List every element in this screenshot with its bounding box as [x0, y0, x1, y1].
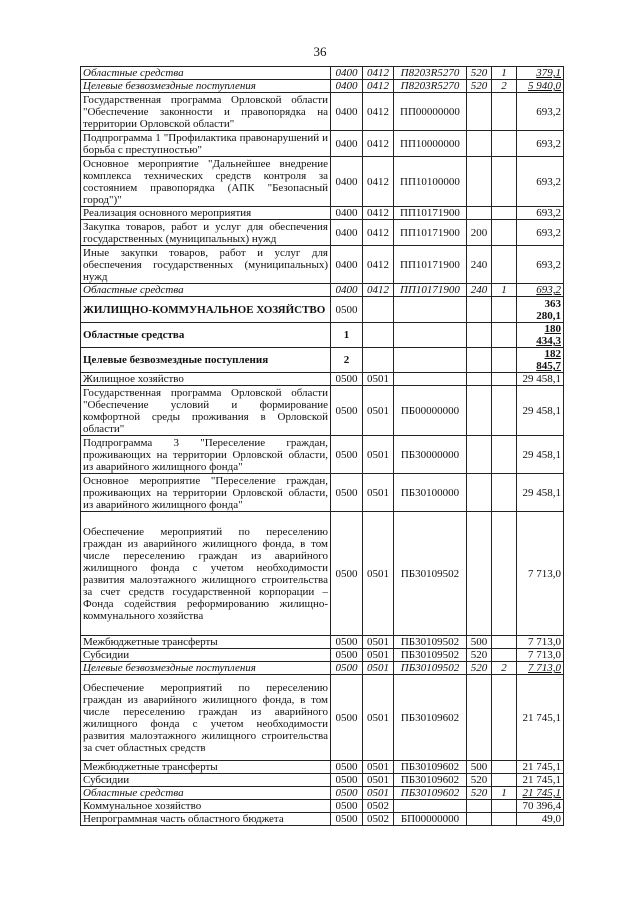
row-section-code: 0500	[331, 774, 363, 787]
row-amount: 693,2	[517, 220, 564, 246]
row-funding-source	[492, 297, 517, 323]
row-subsection-code: 0412	[363, 220, 394, 246]
table-row	[81, 373, 564, 386]
row-funding-source	[492, 675, 517, 761]
row-amount: 29 458,1	[517, 436, 564, 474]
table-row	[81, 297, 564, 323]
row-section-code: 1	[331, 323, 363, 348]
table-row	[81, 67, 564, 80]
row-expense-type-code	[467, 386, 492, 436]
row-funding-source	[492, 436, 517, 474]
row-amount: 693,2	[517, 157, 564, 207]
row-section-code: 2	[331, 348, 363, 373]
row-target-article-code: ПП10171900	[394, 207, 467, 220]
page-number: 36	[313, 44, 327, 59]
row-amount: 180 434,3	[517, 323, 564, 348]
row-funding-source: 2	[492, 80, 517, 93]
row-funding-source	[492, 649, 517, 662]
row-expense-type-code: 520	[467, 774, 492, 787]
row-target-article-code: ПП10000000	[394, 131, 467, 157]
row-funding-source	[492, 774, 517, 787]
row-expense-type-code	[467, 474, 492, 512]
table-row	[81, 636, 564, 649]
row-funding-source	[492, 386, 517, 436]
row-name: Областные средства	[81, 787, 331, 800]
row-section-code: 0400	[331, 93, 363, 131]
table-row	[81, 512, 564, 636]
table-row	[81, 157, 564, 207]
row-amount: 693,2	[517, 207, 564, 220]
row-target-article-code: ПБ30109602	[394, 787, 467, 800]
table-row	[81, 220, 564, 246]
row-subsection-code: 0412	[363, 93, 394, 131]
row-subsection-code: 0501	[363, 787, 394, 800]
row-amount: 29 458,1	[517, 386, 564, 436]
row-funding-source	[492, 157, 517, 207]
row-expense-type-code	[467, 800, 492, 813]
table-row	[81, 207, 564, 220]
row-expense-type-code: 520	[467, 649, 492, 662]
row-expense-type-code: 520	[467, 787, 492, 800]
row-target-article-code: БП00000000	[394, 813, 467, 826]
row-amount: 70 396,4	[517, 800, 564, 813]
row-amount: 379,1	[517, 67, 564, 80]
row-target-article-code: П8203R5270	[394, 80, 467, 93]
row-amount: 7 713,0	[517, 512, 564, 636]
row-name: Коммунальное хозяйство	[81, 800, 331, 813]
row-subsection-code: 0501	[363, 373, 394, 386]
row-section-code: 0500	[331, 662, 363, 675]
row-name: Целевые безвозмездные поступления	[81, 348, 331, 373]
table-row	[81, 675, 564, 761]
row-section-code: 0400	[331, 284, 363, 297]
row-expense-type-code	[467, 297, 492, 323]
row-name: Межбюджетные трансферты	[81, 636, 331, 649]
table-row	[81, 284, 564, 297]
row-funding-source	[492, 813, 517, 826]
row-expense-type-code	[467, 512, 492, 636]
table-row	[81, 474, 564, 512]
row-name: Основное мероприятие "Дальнейшее внедрение комплекса технических средств контроля за состоянием правопорядка (АПК "Безопасный город")"	[81, 157, 331, 207]
row-expense-type-code	[467, 131, 492, 157]
row-name: Непрограммная часть областного бюджета	[81, 813, 331, 826]
row-subsection-code: 0501	[363, 662, 394, 675]
table-row	[81, 323, 564, 348]
table-row	[81, 761, 564, 774]
row-name: Межбюджетные трансферты	[81, 761, 331, 774]
row-target-article-code: ПП10100000	[394, 157, 467, 207]
row-expense-type-code: 520	[467, 67, 492, 80]
row-amount: 5 940,0	[517, 80, 564, 93]
row-target-article-code: ПБ30100000	[394, 474, 467, 512]
row-funding-source: 1	[492, 284, 517, 297]
table-row	[81, 80, 564, 93]
row-name: Иные закупки товаров, работ и услуг для обеспечения государственных (муниципальных) нужд	[81, 246, 331, 284]
row-target-article-code: ПП10171900	[394, 284, 467, 297]
row-subsection-code	[363, 297, 394, 323]
budget-table	[80, 66, 564, 826]
row-amount: 29 458,1	[517, 373, 564, 386]
row-amount: 7 713,0	[517, 662, 564, 675]
row-target-article-code: ПП10171900	[394, 246, 467, 284]
row-section-code: 0400	[331, 131, 363, 157]
row-funding-source	[492, 323, 517, 348]
row-target-article-code: П8203R5270	[394, 67, 467, 80]
row-subsection-code: 0412	[363, 284, 394, 297]
row-target-article-code: ПБ30109602	[394, 675, 467, 761]
row-subsection-code: 0502	[363, 813, 394, 826]
row-subsection-code: 0501	[363, 436, 394, 474]
row-funding-source	[492, 93, 517, 131]
row-subsection-code: 0502	[363, 800, 394, 813]
row-section-code: 0500	[331, 436, 363, 474]
row-name: Подпрограмма 3 "Переселение граждан, проживающих на территории Орловской области, из аварийного жилищного фонда"	[81, 436, 331, 474]
table-row	[81, 93, 564, 131]
row-expense-type-code: 240	[467, 246, 492, 284]
row-target-article-code	[394, 323, 467, 348]
row-amount: 21 745,1	[517, 787, 564, 800]
table-row	[81, 131, 564, 157]
table-row	[81, 662, 564, 675]
row-name: Областные средства	[81, 284, 331, 297]
row-amount: 693,2	[517, 131, 564, 157]
row-section-code: 0500	[331, 761, 363, 774]
row-funding-source	[492, 373, 517, 386]
row-target-article-code: ПБ30109602	[394, 761, 467, 774]
row-subsection-code: 0412	[363, 246, 394, 284]
row-amount: 693,2	[517, 284, 564, 297]
row-section-code: 0500	[331, 386, 363, 436]
row-section-code: 0500	[331, 512, 363, 636]
row-name: Областные средства	[81, 323, 331, 348]
table-row	[81, 348, 564, 373]
table-row	[81, 246, 564, 284]
table-row	[81, 774, 564, 787]
row-target-article-code: ПП00000000	[394, 93, 467, 131]
row-expense-type-code	[467, 813, 492, 826]
row-target-article-code: ПБ30109502	[394, 662, 467, 675]
row-section-code: 0500	[331, 636, 363, 649]
table-row	[81, 787, 564, 800]
row-subsection-code: 0501	[363, 774, 394, 787]
row-name: Целевые безвозмездные поступления	[81, 662, 331, 675]
row-expense-type-code: 520	[467, 80, 492, 93]
row-target-article-code: ПБ30109502	[394, 512, 467, 636]
row-expense-type-code	[467, 436, 492, 474]
row-subsection-code: 0501	[363, 512, 394, 636]
table-row	[81, 386, 564, 436]
row-expense-type-code	[467, 323, 492, 348]
row-amount: 7 713,0	[517, 649, 564, 662]
row-amount: 21 745,1	[517, 675, 564, 761]
row-subsection-code: 0501	[363, 761, 394, 774]
row-subsection-code: 0412	[363, 80, 394, 93]
row-target-article-code: ПБ00000000	[394, 386, 467, 436]
row-section-code: 0400	[331, 67, 363, 80]
row-funding-source	[492, 220, 517, 246]
row-name: Государственная программа Орловской области "Обеспечение условий и формирование комфортной среды проживания в Орловской области"	[81, 386, 331, 436]
table-row	[81, 813, 564, 826]
row-name: Жилищное хозяйство	[81, 373, 331, 386]
row-funding-source: 2	[492, 662, 517, 675]
row-funding-source	[492, 512, 517, 636]
row-name: Государственная программа Орловской области "Обеспечение законности и правопорядка на территории Орловской области"	[81, 93, 331, 131]
row-name: Основное мероприятие "Переселение граждан, проживающих на территории Орловской области, из аварийного жилищного фонда"	[81, 474, 331, 512]
row-expense-type-code: 500	[467, 636, 492, 649]
row-amount: 693,2	[517, 246, 564, 284]
row-funding-source	[492, 474, 517, 512]
row-funding-source	[492, 800, 517, 813]
row-expense-type-code	[467, 348, 492, 373]
row-name: Реализация основного мероприятия	[81, 207, 331, 220]
row-amount: 182 845,7	[517, 348, 564, 373]
row-amount: 7 713,0	[517, 636, 564, 649]
row-target-article-code: ПБ30109602	[394, 774, 467, 787]
row-name: Субсидии	[81, 774, 331, 787]
row-name: Закупка товаров, работ и услуг для обеспечения государственных (муниципальных) нужд	[81, 220, 331, 246]
table-row	[81, 649, 564, 662]
row-expense-type-code	[467, 373, 492, 386]
row-name: Обеспечение мероприятий по переселению граждан из аварийного жилищного фонда, в том числе переселению граждан из аварийного жилищного фонда с учетом необходимости развития малоэтажного жилищного строительства за счет областных средств	[81, 675, 331, 761]
row-amount: 21 745,1	[517, 761, 564, 774]
row-section-code: 0400	[331, 246, 363, 284]
table-row	[81, 800, 564, 813]
row-section-code: 0500	[331, 800, 363, 813]
row-section-code: 0400	[331, 207, 363, 220]
row-expense-type-code	[467, 157, 492, 207]
row-funding-source: 1	[492, 67, 517, 80]
row-section-code: 0400	[331, 157, 363, 207]
row-target-article-code	[394, 297, 467, 323]
row-expense-type-code: 500	[467, 761, 492, 774]
row-subsection-code: 0501	[363, 636, 394, 649]
row-expense-type-code	[467, 207, 492, 220]
row-subsection-code: 0412	[363, 67, 394, 80]
row-subsection-code: 0501	[363, 386, 394, 436]
row-amount: 49,0	[517, 813, 564, 826]
row-name: Обеспечение мероприятий по переселению граждан из аварийного жилищного фонда, в том числе переселению граждан из аварийного жилищного фонда с учетом необходимости развития малоэтажного жилищного строительства за счет средств государственной корпорации – Фонда содействия реформированию жилищно-коммунального хозяйства	[81, 512, 331, 636]
row-target-article-code	[394, 348, 467, 373]
row-section-code: 0500	[331, 813, 363, 826]
row-subsection-code	[363, 348, 394, 373]
row-expense-type-code	[467, 675, 492, 761]
row-expense-type-code: 240	[467, 284, 492, 297]
row-target-article-code: ПБ30000000	[394, 436, 467, 474]
row-amount: 693,2	[517, 93, 564, 131]
row-section-code: 0500	[331, 297, 363, 323]
row-target-article-code: ПП10171900	[394, 220, 467, 246]
budget-table-body	[81, 67, 564, 826]
row-name: Субсидии	[81, 649, 331, 662]
row-target-article-code: ПБ30109502	[394, 636, 467, 649]
row-funding-source: 1	[492, 787, 517, 800]
row-funding-source	[492, 207, 517, 220]
row-subsection-code	[363, 323, 394, 348]
row-target-article-code: ПБ30109502	[394, 649, 467, 662]
row-amount: 21 745,1	[517, 774, 564, 787]
row-name: Целевые безвозмездные поступления	[81, 80, 331, 93]
row-expense-type-code	[467, 93, 492, 131]
row-section-code: 0500	[331, 474, 363, 512]
row-funding-source	[492, 131, 517, 157]
row-funding-source	[492, 636, 517, 649]
row-section-code: 0500	[331, 787, 363, 800]
row-funding-source	[492, 246, 517, 284]
row-subsection-code: 0412	[363, 157, 394, 207]
row-expense-type-code: 520	[467, 662, 492, 675]
row-section-code: 0500	[331, 675, 363, 761]
row-target-article-code	[394, 800, 467, 813]
row-section-code: 0400	[331, 80, 363, 93]
row-subsection-code: 0412	[363, 207, 394, 220]
row-amount: 363 280,1	[517, 297, 564, 323]
row-funding-source	[492, 761, 517, 774]
row-subsection-code: 0501	[363, 474, 394, 512]
row-expense-type-code: 200	[467, 220, 492, 246]
table-row	[81, 436, 564, 474]
row-amount: 29 458,1	[517, 474, 564, 512]
row-funding-source	[492, 348, 517, 373]
row-name: Областные средства	[81, 67, 331, 80]
row-section-code: 0500	[331, 373, 363, 386]
row-subsection-code: 0412	[363, 131, 394, 157]
row-subsection-code: 0501	[363, 649, 394, 662]
row-subsection-code: 0501	[363, 675, 394, 761]
row-name: ЖИЛИЩНО-КОММУНАЛЬНОЕ ХОЗЯЙСТВО	[81, 297, 331, 323]
row-section-code: 0500	[331, 649, 363, 662]
row-name: Подпрограмма 1 "Профилактика правонарушений и борьба с преступностью"	[81, 131, 331, 157]
row-section-code: 0400	[331, 220, 363, 246]
row-target-article-code	[394, 373, 467, 386]
